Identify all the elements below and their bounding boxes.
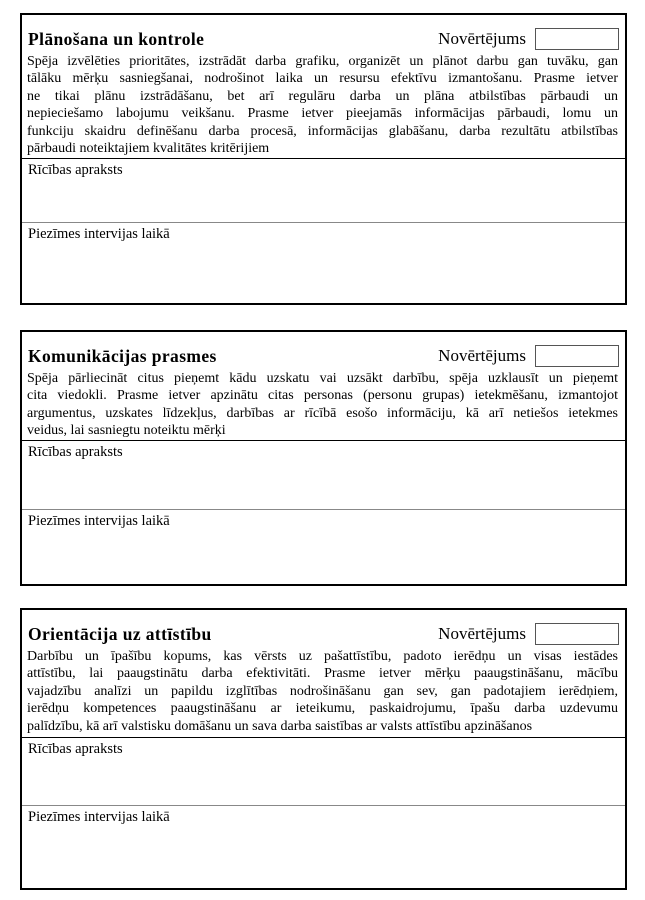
- rating-label: Novērtējums: [438, 624, 526, 643]
- competency-header-row: [28, 622, 621, 646]
- competency-title: Orientācija uz attīstību: [28, 623, 212, 644]
- rating-input[interactable]: [535, 345, 619, 367]
- description-line: argumentus, uzskates līdzekļus, darbības ar rīcībā esošo informāciju, kā arī netiešos ietekmes: [27, 405, 618, 421]
- competency-header-section: [22, 610, 625, 738]
- action-description-section: [22, 738, 625, 806]
- action-description-field[interactable]: [22, 758, 625, 805]
- interview-notes-section: [22, 510, 625, 584]
- description-line: veidus, lai sasniegtu noteiktu mērķi: [27, 423, 226, 439]
- description-line: pārbaudi noteiktajiem kvalitātes kritērijiem: [27, 141, 270, 157]
- interview-notes-section: [22, 223, 625, 303]
- description-line: ne tikai plānu izstrādāšanu, bet arī regulāru darba un plāna atbilstības pārbaudi un: [27, 88, 618, 104]
- action-description-field[interactable]: [22, 461, 625, 509]
- action-description-label: Rīcības apraksts: [28, 741, 123, 757]
- rating-input[interactable]: [535, 623, 619, 645]
- description-line: Darbību un īpašību kopums, kas vērsts uz pašattīstību, padoto ierēdņu un visas iestādes: [27, 649, 618, 664]
- competency-header-section: [22, 332, 625, 441]
- action-description-section: [22, 441, 625, 510]
- competency-title: Komunikācijas prasmes: [28, 345, 217, 366]
- description-line: nepieciešamo labojumu veikšanu. Prasme ietver pieejamās informācijas pārbaudi, lomu un: [27, 106, 618, 122]
- competency-header-section: [22, 15, 625, 159]
- description-line: ierēdņu kompetences paaugstināšanu ar ieteikumu, paskaidrojumu, īpašu darba uzdevumu: [27, 701, 618, 717]
- interview-notes-field[interactable]: [22, 243, 625, 303]
- interview-notes-label: Piezīmes intervijas laikā: [28, 809, 170, 825]
- action-description-label: Rīcības apraksts: [28, 444, 123, 460]
- competency-title: Plānošana un kontrole: [28, 28, 205, 49]
- competency-card-development: [20, 608, 627, 890]
- competency-description: [27, 648, 618, 735]
- description-line: tālāku mērķu sasniegšanai, nodrošinot laika un resursu efektīvu izmantošanu. Prasme ietver: [27, 71, 618, 87]
- interview-notes-section: [22, 806, 625, 888]
- description-line: palīdzību, kā arī valstisku domāšanu un sava darba saistības ar valsts attīstību apzināšanos: [27, 718, 533, 734]
- description-line: Spēja pārliecināt citus pieņemt kādu uzskatu vai uzsākt darbību, spēja uzklausīt un pieņemt: [27, 371, 618, 386]
- interview-notes-label: Piezīmes intervijas laikā: [28, 226, 170, 242]
- competency-description: [27, 370, 618, 440]
- rating-input[interactable]: [535, 28, 619, 50]
- competency-header-row: [28, 27, 621, 51]
- competency-description: [27, 53, 618, 157]
- action-description-label: Rīcības apraksts: [28, 162, 123, 178]
- interview-notes-label: Piezīmes intervijas laikā: [28, 513, 170, 529]
- interview-notes-field[interactable]: [22, 530, 625, 584]
- interview-notes-field[interactable]: [22, 826, 625, 888]
- rating-label: Novērtējums: [438, 346, 526, 365]
- competency-card-communication: [20, 330, 627, 586]
- description-line: Spēja izvēlēties prioritātes, izstrādāt darba grafiku, organizēt un plānot darbu gan tuvāku, gan: [27, 54, 618, 69]
- description-line: funkciju skaidru definēšanu darba procesā, informācijas glabāšanu, darba rezultātu atbilstības: [27, 123, 618, 139]
- action-description-section: [22, 159, 625, 223]
- description-line: attīstību, lai paaugstinātu darba efektivitāti. Prasme ietver mērķu paaugstināšanu, mācību: [27, 666, 618, 682]
- rating-label: Novērtējums: [438, 29, 526, 48]
- competency-card-planning: [20, 13, 627, 305]
- description-line: vajadzību analīzi un papildu izglītības nodrošināšanu gan sev, gan padotajiem ierēdņiem,: [27, 683, 618, 699]
- description-line: cita viedokli. Prasme ietver apzinātu citas personas (personu grupas) ietekmēšanu, izmantojot: [27, 388, 618, 404]
- action-description-field[interactable]: [22, 179, 625, 222]
- competency-header-row: [28, 344, 621, 368]
